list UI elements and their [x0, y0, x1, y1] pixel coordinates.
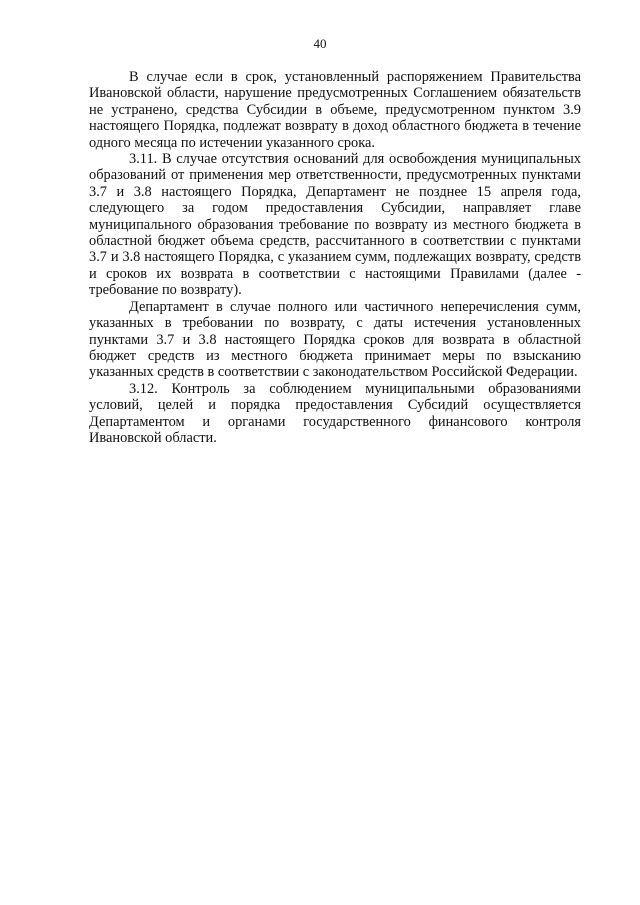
paragraph-return-deadline: В случае если в срок, установленный распоряжением Правительства Ивановской области, нарушение предусмотренных Соглашением обязательств не устранено, средства Субсидии в объеме, предусмотренном пунктом 3.9 настоящего Порядка, подлежат возврату в доход областного бюджета в течение одного месяца по истечении указанного срока. [89, 69, 581, 151]
page-number: 40 [313, 36, 327, 51]
paragraph-3-11: 3.11. В случае отсутствия оснований для освобождения муниципальных образований от применения мер ответственности, предусмотренных пунктами 3.7 и 3.8 настоящего Порядка, Департамент не позднее 15 апреля года, следующего за годом предоставления Субсидии, направляет главе муниципального образования требование по возврату из местного бюджета в областной бюджет объема средств, рассчитанного в соответствии с пунктами 3.7 и 3.8 настоящего Порядка, с указанием сумм, подлежащих возврату, средств и сроков их возврата в соответствии с настоящими Правилами (далее - требование по возврату). [89, 151, 581, 299]
paragraph-3-12: 3.12. Контроль за соблюдением муниципальными образованиями условий, целей и порядка предоставления Субсидий осуществляется Департаментом и органами государственного финансового контроля Ивановской области. [89, 380, 581, 446]
document-body [89, 69, 581, 446]
paragraph-department-recovery: Департамент в случае полного или частичного неперечисления сумм, указанных в требовании по возврату, с даты истечения установленных пунктами 3.7 и 3.8 настоящего Порядка сроков для возврата в областной бюджет средств из местного бюджета принимает меры по взысканию указанных средств в соответствии с законодательством Российской Федерации. [89, 298, 581, 381]
